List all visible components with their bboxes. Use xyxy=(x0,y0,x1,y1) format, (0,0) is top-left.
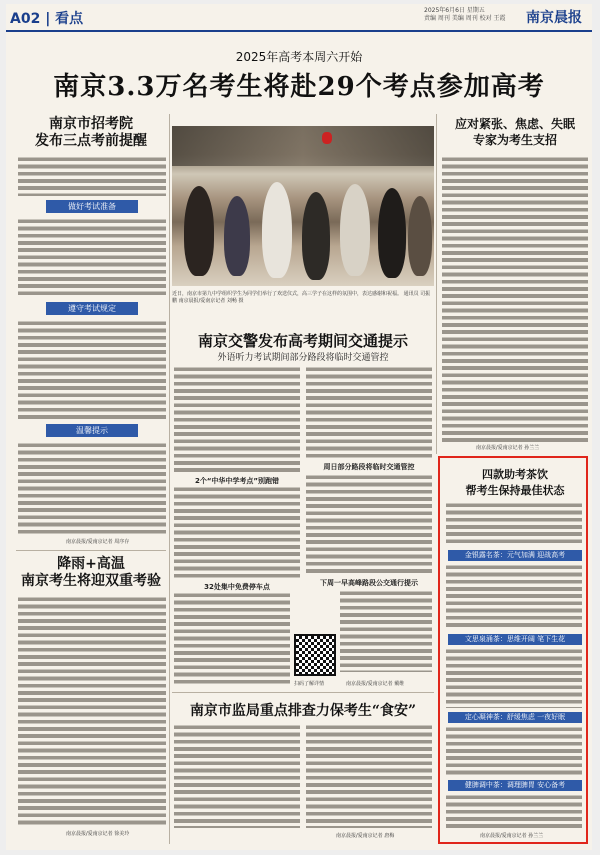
photo-figure xyxy=(184,186,214,276)
traffic-heading-4: 下周一早高峰路段公交通行提示 xyxy=(320,579,418,587)
main-headline: 南京3.3万名考生将赴29个考点参加高考 xyxy=(53,72,545,102)
left-divider xyxy=(16,550,166,551)
tea-intro-text xyxy=(446,502,582,546)
weather-title-line-1: 降雨+高温 xyxy=(57,556,125,572)
right-title-line-1: 应对紧张、焦虑、失眠 xyxy=(454,117,575,131)
traffic-byline: 南京晨报/爱南京记者 戴维 xyxy=(346,681,405,687)
date-text: 2025年6月6日 星期五 xyxy=(424,7,485,14)
tea-text-3 xyxy=(446,726,582,776)
tea-bar-4: 健脾调中茶：调理脾胃 安心备考 xyxy=(448,780,582,791)
right-article-title xyxy=(440,116,590,148)
section-bar-rules: 遵守考试规定 xyxy=(46,302,138,315)
newspaper-logo: 南京晨报 xyxy=(526,10,582,26)
kicker: 2025年高考本周六开始 xyxy=(235,50,363,64)
tea-title-2: 帮考生保持最佳状态 xyxy=(465,484,565,497)
column-divider-right xyxy=(436,114,437,454)
traffic-heading-1: 2个“中华中学考点”别跑错 xyxy=(194,477,280,485)
photo-caption: 近日，南京市第九中学组织学生为同学们举行了欢送仪式，高三学子在这样的氛围中，表达感谢和祝福。 通讯员 司振鹏 南京晨报/爱南京记者 刘畅 摄 xyxy=(172,291,431,304)
photo-figure xyxy=(224,196,250,276)
photo-figure xyxy=(302,192,330,280)
food-safety-title: 南京市监局重点排查力保考生“食安” xyxy=(189,703,417,719)
photo-figure xyxy=(408,196,432,276)
traffic-heading-3: 周日部分路段将临时交通管控 xyxy=(323,463,415,471)
tea-title-1: 四款助考茶饮 xyxy=(482,468,548,481)
newspaper-page xyxy=(6,4,592,850)
traffic-body-3 xyxy=(174,592,290,684)
tea-text-1 xyxy=(446,564,582,630)
weather-title-line-2: 南京考生将迎双重考验 xyxy=(21,573,161,589)
traffic-body-6 xyxy=(340,590,432,672)
classroom-photo xyxy=(172,126,434,286)
tea-bar-1: 金银露名茶：元气加满 迎战高考 xyxy=(448,550,582,561)
right-body-text xyxy=(442,156,588,442)
weather-body-text xyxy=(18,596,166,828)
traffic-heading-2: 32处集中免费停车点 xyxy=(204,583,270,591)
right-title-line-2: 专家为考生支招 xyxy=(472,133,557,147)
page-header xyxy=(6,4,592,32)
photo-wall xyxy=(172,126,434,166)
qr-code[interactable] xyxy=(294,634,336,676)
photo-lantern xyxy=(322,132,332,144)
traffic-subtitle: 外语听力考试期间部分路段将临时交通管控 xyxy=(217,353,389,363)
left-body-text-3 xyxy=(18,320,166,420)
food-safety-byline: 南京晨报/爱南京记者 唐梅 xyxy=(336,833,395,839)
weather-article-title xyxy=(16,556,166,590)
traffic-body-1 xyxy=(174,366,300,472)
photo-figure xyxy=(378,188,406,278)
left-title-line-1: 南京市招考院 xyxy=(49,116,133,132)
traffic-title: 南京交警发布高考期间交通提示 xyxy=(197,332,408,350)
left-article-title xyxy=(16,116,166,150)
left-title-line-2: 发布三点考前提醒 xyxy=(35,133,147,149)
tea-bar-2: 文思泉涌茶：思维开阔 笔下生花 xyxy=(448,634,582,645)
left-byline: 南京晨报/爱南京记者 周序存 xyxy=(66,539,130,545)
section-bar-tips: 温馨提示 xyxy=(46,424,138,437)
left-body-text-1 xyxy=(18,156,166,196)
qr-caption: 扫码了解详情 xyxy=(294,681,325,687)
right-byline: 南京晨报/爱南京记者 孙兰兰 xyxy=(476,445,540,451)
tea-byline: 南京晨报/爱南京记者 孙兰兰 xyxy=(480,833,544,839)
page-label: A02 | 看点 xyxy=(10,11,84,27)
editor-text: 责编 周刊 美编 周刊 校对 王霞 xyxy=(424,15,506,22)
weather-byline: 南京晨报/爱南京记者 徐美玲 xyxy=(66,831,130,837)
traffic-body-4 xyxy=(306,366,432,458)
traffic-body-2 xyxy=(174,486,300,578)
food-safety-body-2 xyxy=(306,724,432,828)
food-safety-body-1 xyxy=(174,724,300,828)
tea-text-2 xyxy=(446,648,582,708)
column-divider-left xyxy=(169,114,170,844)
date-line xyxy=(424,7,514,23)
left-body-text-2 xyxy=(18,218,166,298)
photo-figure xyxy=(340,184,370,276)
section-bar-prepare: 做好考试准备 xyxy=(46,200,138,213)
tea-text-4 xyxy=(446,794,582,830)
photo-figure xyxy=(262,182,292,278)
left-body-text-4 xyxy=(18,442,166,536)
traffic-body-5 xyxy=(306,474,432,574)
middle-divider xyxy=(172,692,434,693)
tea-bar-3: 定心凝神茶：舒缓焦虑 一夜好眠 xyxy=(448,712,582,723)
tea-article-box xyxy=(438,456,588,844)
